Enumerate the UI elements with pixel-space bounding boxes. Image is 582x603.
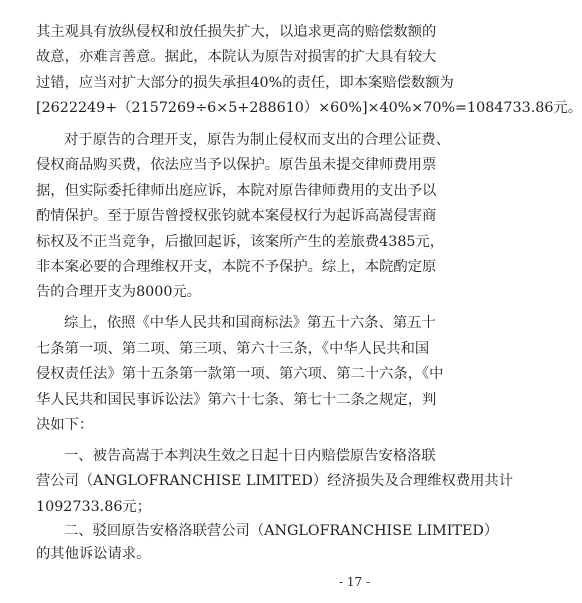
paragraph-2-line-2: 侵权商品购买费，依法应当予以保护。原告虽未提交律师费用票 [36, 157, 437, 173]
paragraph-2-line-1: 对于原告的合理开支，原告为制止侵权而支出的合理公证费、 [64, 132, 451, 148]
paragraph-2-line-7: 告的合理开支为8000元。 [36, 284, 202, 300]
paragraph-4-line-3: 1092733.86元； [36, 499, 152, 515]
paragraph-3-line-2: 七条第一项、第二项、第三项、第六十三条，《中华人民共和国 [36, 341, 430, 357]
paragraph-1-line-2: 故意，亦难言善意。据此，本院认为原告对损害的扩大具有较大 [36, 49, 437, 65]
paragraph-2-line-5: 标权及不正当竞争，后撤回起诉，该案所产生的差旅费4385元， [36, 234, 445, 250]
paragraph-1-line-3: 过错，应当对扩大部分的损失承担40%的责任，即本案赔偿数额为 [36, 75, 454, 91]
paragraph-2-line-3: 据，但实际委托律师出庭应诉，本院对原告律师费用的支出予以 [36, 183, 437, 199]
paragraph-1-line-4: [2622249+（2157269÷6×5+288610）×60%]×40%×70%=1084733.86元。 [36, 100, 582, 116]
paragraph-5-line-1: 二、驳回原告安格洛联营公司（ANGLOFRANCHISE LIMITED） [64, 523, 499, 539]
paragraph-3-line-5: 决如下： [36, 417, 94, 433]
paragraph-2-line-4: 酌情保护。至于原告曾授权张钧就本案侵权行为起诉高嵩侵害商 [36, 208, 437, 224]
paragraph-3-line-3: 侵权责任法》第十五条第一款第一项、第六项、第二十六条，《中 [36, 366, 444, 382]
paragraph-4-line-1: 一、被告高嵩于本判决生效之日起十日内赔偿原告安格洛联 [64, 448, 436, 464]
paragraph-1-line-1: 其主观具有放纵侵权和放任损失扩大，以追求更高的赔偿数额的 [36, 24, 437, 40]
paragraph-4-line-2: 营公司（ANGLOFRANCHISE LIMITED）经济损失及合理维权费用共计 [36, 473, 514, 489]
paragraph-3-line-1: 综上，依照《中华人民共和国商标法》第五十六条、第五十 [64, 315, 436, 331]
page-number: - 17 - [339, 575, 371, 589]
paragraph-3-line-4: 华人民共和国民事诉讼法》第六十七条、第七十二条之规定，判 [36, 392, 437, 408]
paragraph-5-line-2: 的其他诉讼请求。 [36, 546, 151, 562]
paragraph-2-line-6: 非本案必要的合理维权开支，本院不予保护。综上，本院酌定原 [36, 259, 437, 275]
